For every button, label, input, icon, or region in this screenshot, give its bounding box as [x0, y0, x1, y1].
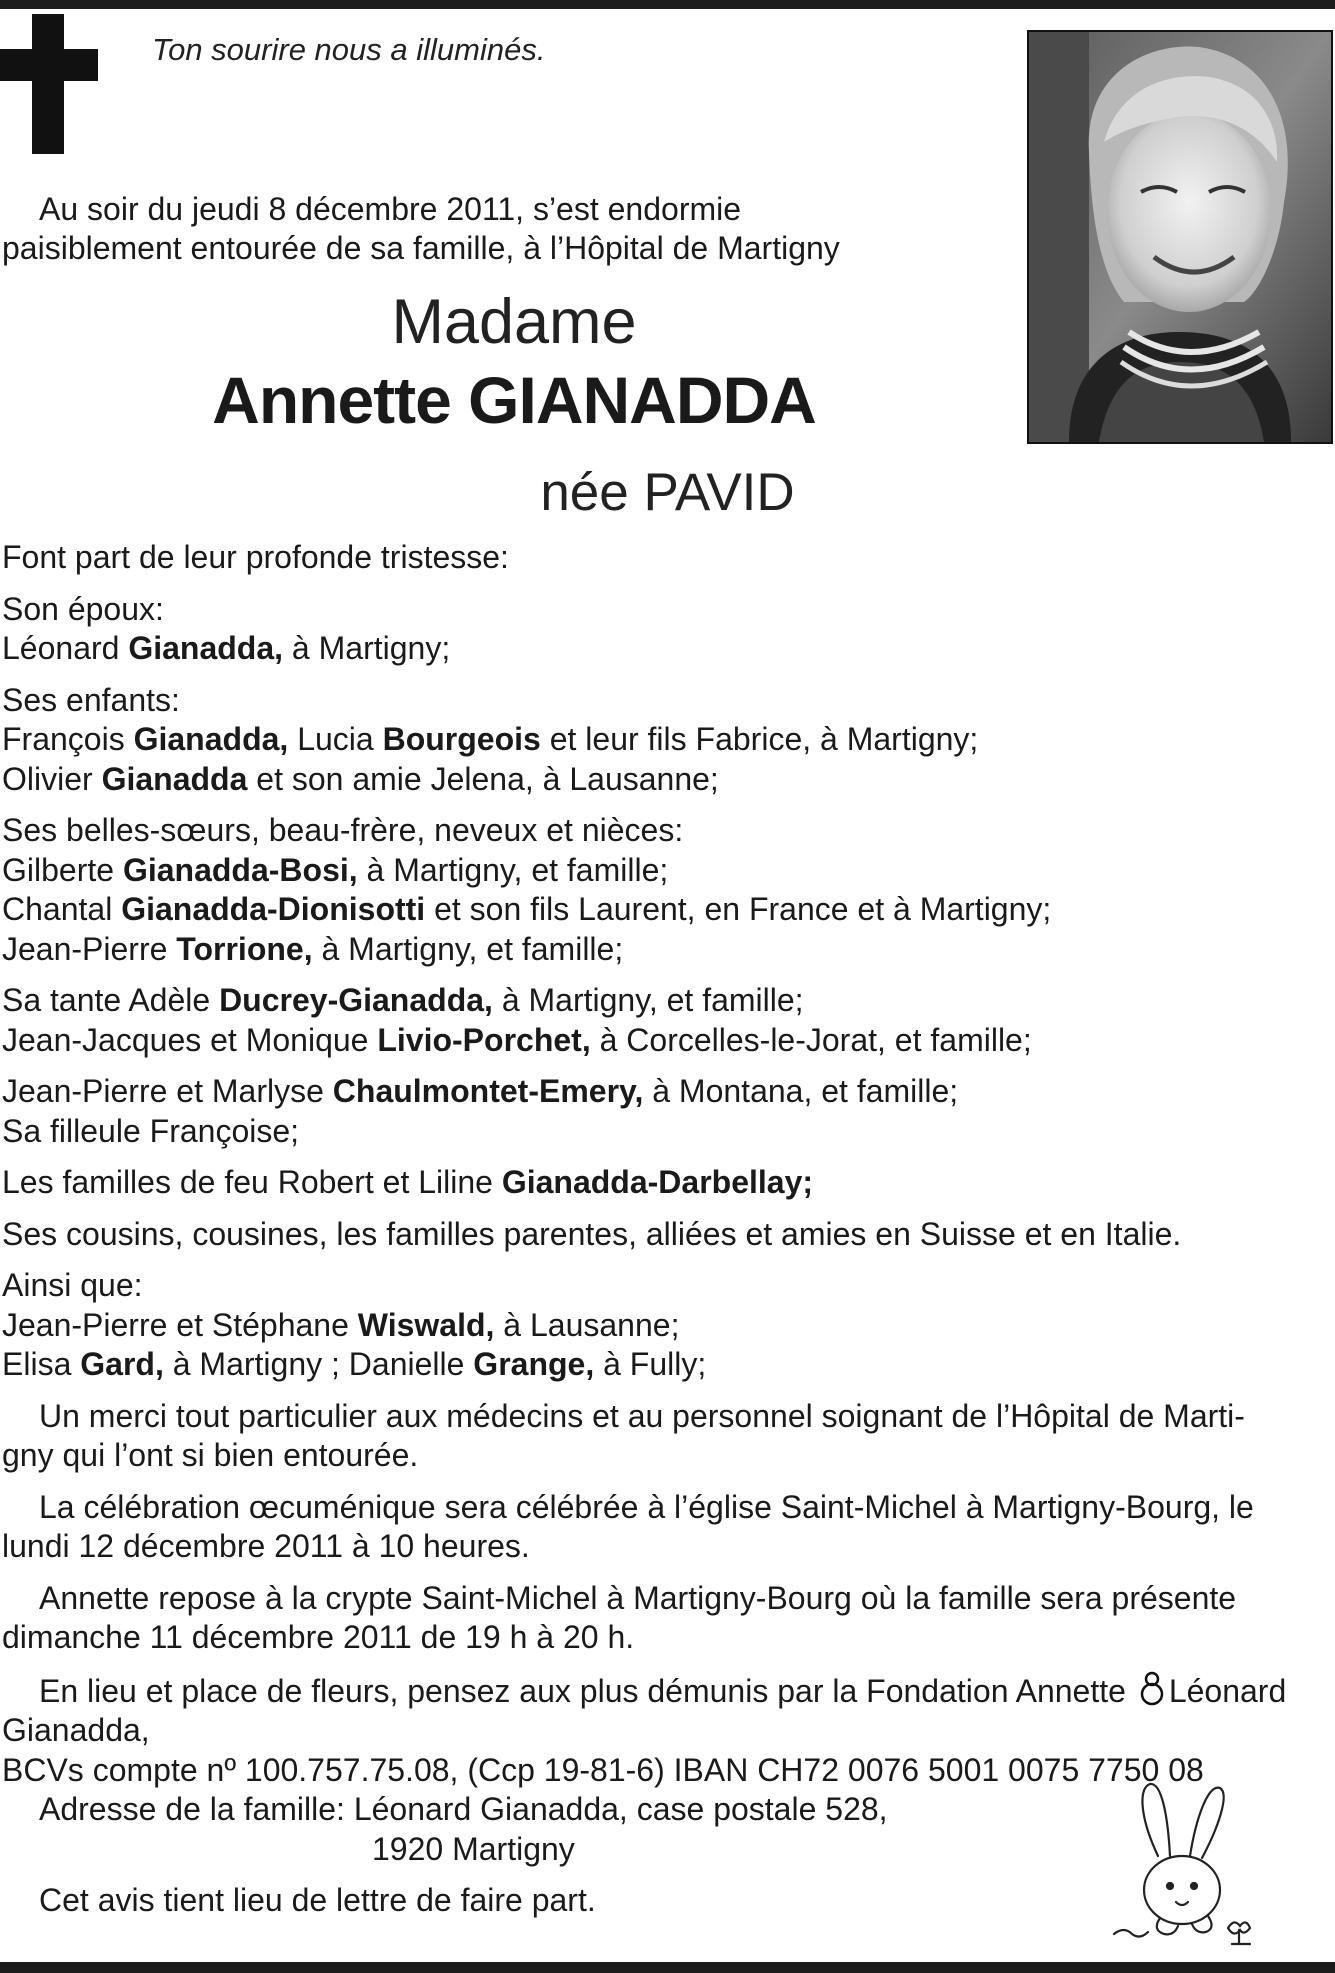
family-entry: Jean-Pierre et Marlyse Chaulmontet-Emery, à Montana, et famille;	[2, 1073, 959, 1109]
others-section	[2, 1072, 1332, 1151]
closing-line: Cet avis tient lieu de lettre de faire part.	[39, 1882, 596, 1918]
family-entry: Sa filleule Françoise;	[2, 1112, 300, 1149]
portrait-photo	[1027, 30, 1333, 444]
families-section	[2, 1163, 1332, 1203]
donation-paragraph: En lieu et place de fleurs, pensez aux plus démunis par la Fondation Annette Léonard Gianadda, BCVs compte nº 100.757.75.08, (Ccp 19-81-6) IBAN CH72 0076 5001 0075 7750 08	[2, 1670, 1332, 1791]
ampersand-icon	[1137, 1670, 1167, 1706]
family-entry: Les familles de feu Robert et Liline Gianadda-Darbellay;	[2, 1164, 814, 1200]
bottom-rule	[0, 1962, 1335, 1973]
family-entry: Jean-Jacques et Monique Livio-Porchet, à Corcelles-le-Jorat, et famille;	[2, 1021, 1032, 1058]
children-section	[2, 681, 1332, 800]
intro-paragraph	[2, 190, 992, 268]
bank-details: BCVs compte nº 100.757.75.08, (Ccp 19-81-6) IBAN CH72 0076 5001 0075 7750 08	[2, 1751, 1204, 1788]
maiden-name: née PAVID	[540, 463, 795, 522]
section-heading: Ses enfants:	[2, 681, 180, 718]
announcement-body	[2, 538, 1332, 1921]
section-heading: Ainsi que:	[2, 1267, 143, 1303]
family-entry: Léonard Gianadda, à Martigny;	[2, 630, 451, 666]
spouse-section	[2, 590, 1332, 669]
cousins-section	[2, 1215, 1332, 1255]
family-entry: Olivier Gianadda et son amie Jelena, à Lausanne;	[2, 760, 719, 797]
section-heading: Son époux:	[2, 590, 164, 627]
visitation-paragraph: Annette repose à la crypte Saint-Michel à Martigny-Bourg où la famille sera présente dimanche 11 décembre 2011 de 19 h à 20 h.	[2, 1579, 1237, 1655]
honorific: Madame	[391, 287, 637, 357]
family-entry: Ses cousins, cousines, les familles parentes, alliées et amies en Suisse et en Italie.	[2, 1215, 1182, 1252]
thanks-paragraph: Un merci tout particulier aux médecins et au personnel soignant de l’Hôpital de Marti- gny qui l’ont si bien entourée.	[2, 1397, 1245, 1473]
family-entry: Sa tante Adèle Ducrey-Gianadda, à Martigny, et famille;	[2, 982, 804, 1018]
epigraph: Ton sourire nous a illuminés.	[152, 32, 546, 67]
also-section	[2, 1266, 1332, 1385]
section-heading: Ses belles-sœurs, beau-frère, neveux et nièces:	[2, 812, 684, 848]
announce-line: Font part de leur profonde tristesse:	[2, 539, 509, 575]
intro-line: paisiblement entourée de sa famille, à l’Hôpital de Martigny	[2, 230, 840, 266]
cross-icon	[0, 14, 98, 154]
aunt-section	[2, 981, 1332, 1060]
family-entry: Jean-Pierre et Stéphane Wiswald, à Lausanne;	[2, 1306, 680, 1343]
ceremony-paragraph: La célébration œcuménique sera célébrée à l’église Saint-Michel à Martigny-Bourg, le lundi 12 décembre 2011 à 10 heures.	[2, 1488, 1254, 1564]
family-entry: Gilberte Gianadda-Bosi, à Martigny, et famille;	[2, 851, 669, 888]
intro-line: Au soir du jeudi 8 décembre 2011, s’est endormie	[39, 191, 742, 227]
inlaws-section	[2, 811, 1332, 969]
address-block: Adresse de la famille: Léonard Gianadda, case postale 528, 1920 Martigny	[39, 1791, 888, 1867]
family-entry: Jean-Pierre Torrione, à Martigny, et famille;	[2, 930, 624, 967]
family-entry: Elisa Gard, à Martigny ; Danielle Grange, à Fully;	[2, 1346, 707, 1382]
bunny-drawing-icon	[1110, 1778, 1260, 1948]
deceased-name: Annette GIANADDA	[212, 363, 816, 437]
top-rule	[0, 0, 1335, 9]
family-entry: François Gianadda, Lucia Bourgeois et leur fils Fabrice, à Martigny;	[2, 721, 979, 757]
family-entry: Chantal Gianadda-Dionisotti et son fils Laurent, en France et à Martigny;	[2, 891, 1052, 927]
